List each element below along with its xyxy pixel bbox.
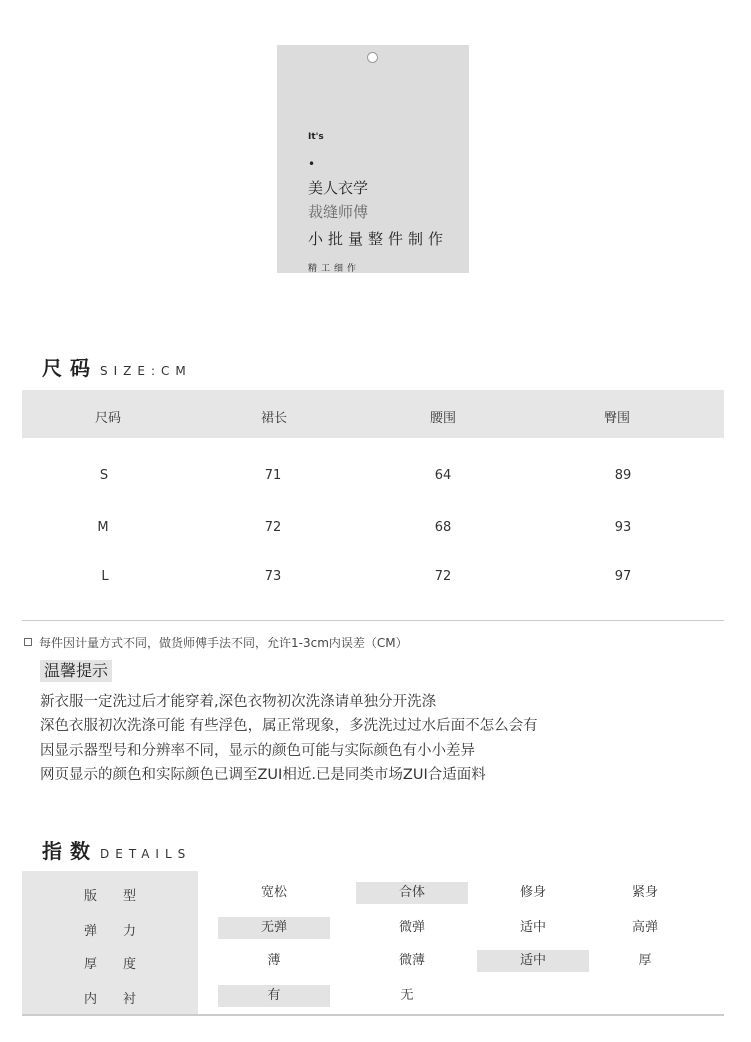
- size-cell: 97: [614, 569, 632, 584]
- thickness-option-thick: 厚: [638, 953, 652, 968]
- tip-line: 网页显示的颜色和实际颜色已调至ZUI相近.已是同类市场ZUI合适面料: [40, 767, 486, 783]
- thickness-option-thin: 薄: [267, 953, 281, 968]
- stretch-option-none: 无弹: [218, 917, 330, 939]
- detail-label-fit: 版型: [83, 889, 162, 904]
- tag-hole-icon: [367, 52, 378, 63]
- detail-label-stretch: 弹力: [83, 924, 162, 939]
- details-title-en: DETAILS: [100, 847, 192, 861]
- square-bullet-icon: [24, 638, 32, 646]
- size-cell: 89: [614, 468, 632, 483]
- lining-option-no: 无: [400, 988, 414, 1003]
- tag-bullet: •: [308, 157, 316, 171]
- stretch-option-slight: 微弹: [398, 920, 425, 935]
- fit-option-slim: 修身: [519, 885, 546, 900]
- tips-title: 温馨提示: [40, 660, 112, 682]
- size-header-hip: 臀围: [603, 411, 631, 426]
- tag-line-4: 精工细作: [308, 264, 361, 274]
- thickness-option-medium: 适中: [477, 950, 589, 972]
- thickness-option-slightly-thin: 微薄: [398, 953, 425, 968]
- size-cell: 72: [434, 569, 452, 584]
- size-cell: 71: [264, 468, 282, 483]
- fit-option-tight: 紧身: [631, 885, 658, 900]
- size-section-heading: [42, 352, 192, 381]
- size-cell: 64: [434, 468, 452, 483]
- size-cell: 93: [614, 520, 632, 535]
- tag-line-1: 美人衣学: [308, 179, 369, 197]
- stretch-option-high: 高弹: [631, 920, 658, 935]
- stretch-option-medium: 适中: [519, 920, 546, 935]
- hang-tag: [277, 45, 469, 273]
- measurement-note-text: 每件因计量方式不同，做货师傅手法不同，允许1-3cm内误差（CM）: [39, 636, 408, 650]
- tag-line-2: 裁缝师傅: [308, 203, 369, 221]
- size-table-divider: [22, 620, 724, 621]
- size-cell: M: [97, 520, 109, 535]
- tip-line: 深色衣服初次洗涤可能 有些浮色，属正常现象，多洗洗过过水后面不怎么会有: [40, 718, 538, 734]
- detail-label-lining: 内衬: [83, 992, 162, 1007]
- size-header-size: 尺码: [94, 411, 122, 426]
- size-cell: L: [101, 569, 109, 584]
- size-cell: S: [99, 468, 109, 483]
- fit-option-loose: 宽松: [260, 885, 287, 900]
- fit-option-regular: 合体: [356, 882, 468, 904]
- size-cell: 68: [434, 520, 452, 535]
- size-title-cn: 尺码: [42, 356, 98, 380]
- size-header-length: 裙长: [260, 411, 288, 426]
- details-title-cn: 指数: [42, 839, 98, 863]
- tag-brand: It's: [308, 132, 324, 142]
- tip-line: 因显示器型号和分辨率不同，显示的颜色可能与实际颜色有小小差异: [40, 743, 475, 759]
- size-cell: 73: [264, 569, 282, 584]
- lining-option-yes: 有: [218, 985, 330, 1007]
- details-section-heading: [42, 835, 191, 864]
- details-table-divider: [22, 1014, 724, 1016]
- measurement-note: [24, 634, 408, 651]
- size-header-waist: 腰围: [429, 411, 457, 426]
- tag-line-3: 小批量整件制作: [308, 230, 449, 248]
- detail-label-thickness: 厚度: [83, 957, 162, 972]
- tip-line: 新衣服一定洗过后才能穿着,深色衣物初次洗涤请单独分开洗涤: [40, 694, 437, 710]
- size-table: [22, 390, 724, 622]
- size-title-en: SIZE:CM: [100, 364, 192, 378]
- size-cell: 72: [264, 520, 282, 535]
- details-table: [22, 871, 724, 1016]
